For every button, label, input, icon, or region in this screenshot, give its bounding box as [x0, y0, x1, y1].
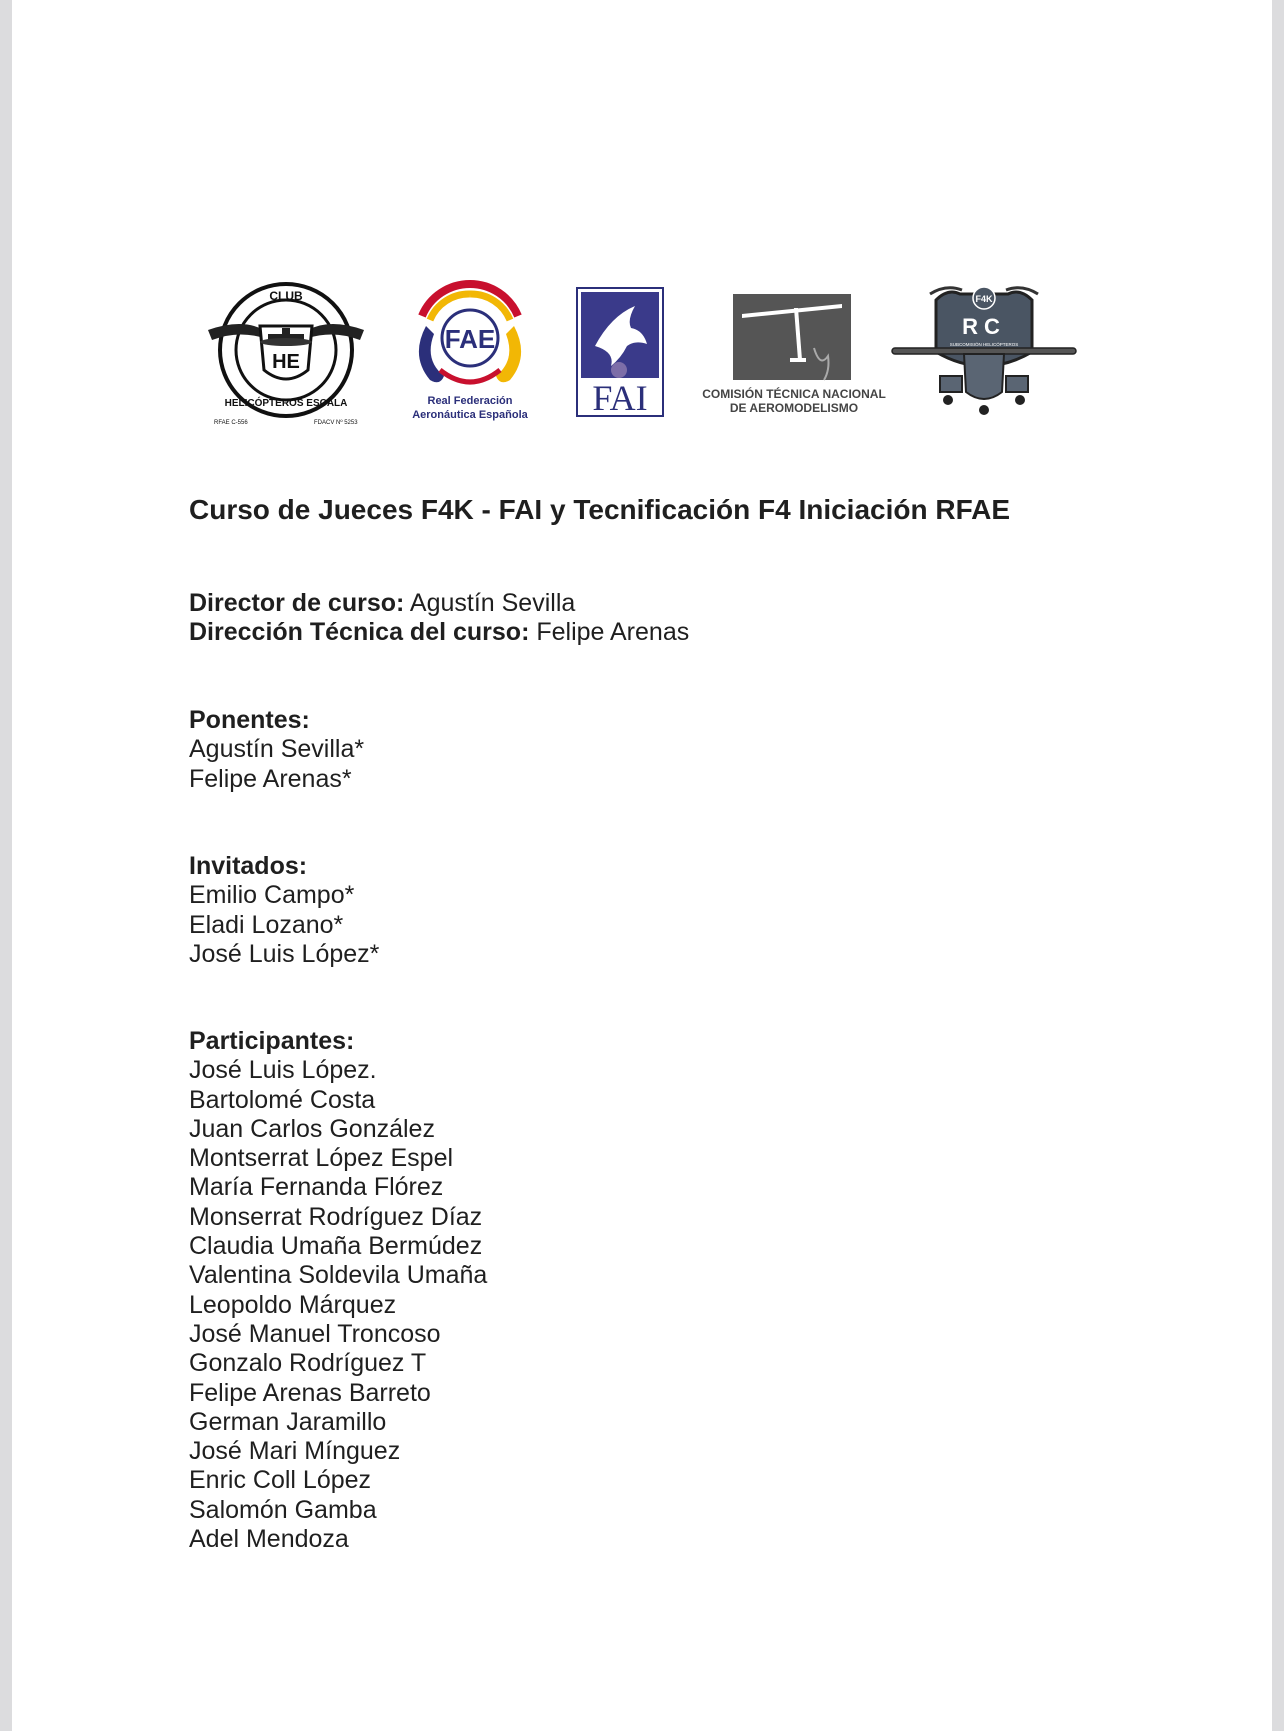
ctna-line2: DE AEROMODELISMO [729, 401, 859, 415]
technical-direction-label: Dirección Técnica del curso: [189, 618, 530, 647]
document-title: Curso de Jueces F4K - FAI y Tecnificación F4 Iniciación RFAE [189, 494, 1011, 525]
participante-item: Salomón Gamba [189, 1495, 377, 1524]
participante-item: María Fernanda Flórez [189, 1173, 444, 1202]
club-he-top-text: CLUB [269, 289, 303, 303]
ponente-item: Felipe Arenas* [189, 764, 352, 793]
participantes-heading: Participantes: [189, 1027, 355, 1055]
participante-item: José Manuel Troncoso [189, 1319, 441, 1348]
ponente-item: Agustín Sevilla* [189, 735, 365, 764]
rc-main-text: RC [962, 314, 1006, 339]
ponentes-heading: Ponentes: [189, 706, 310, 734]
director-line [189, 589, 689, 618]
rfae-line1: Real Federación [427, 395, 513, 407]
fai-logo [575, 286, 665, 418]
invitados-heading: Invitados: [189, 852, 308, 880]
ctna-line1: COMISIÓN TÉCNICA NACIONAL [702, 387, 886, 401]
participante-item: Bartolomé Costa [189, 1085, 376, 1114]
invitado-item: José Luis López* [189, 939, 380, 968]
f4k-rc-logo [890, 280, 1078, 418]
participante-item: Enric Coll López [189, 1466, 372, 1495]
rfae-line2: Aeronáutica Española [412, 409, 528, 421]
ctna-logo [702, 290, 887, 418]
direction-block [189, 589, 689, 648]
logos-row [182, 270, 1082, 430]
technical-direction-line [189, 618, 689, 647]
participante-item: José Mari Mínguez [189, 1437, 401, 1466]
participante-item: Monserrat Rodríguez Díaz [189, 1202, 483, 1231]
rfae-logo [400, 276, 540, 426]
participante-item: Montserrat López Espel [189, 1144, 454, 1173]
director-label: Director de curso: [189, 589, 405, 617]
ponentes-section [189, 706, 364, 794]
invitado-item: Eladi Lozano* [189, 910, 344, 939]
club-he-left-small: RFAE C-556 [214, 420, 248, 426]
club-he-right-small: FDACV Nº 5253 [314, 420, 358, 426]
club-helicopteros-escala-logo [202, 278, 370, 426]
technical-direction-value: Felipe Arenas [529, 618, 690, 647]
participante-item: German Jaramillo [189, 1407, 387, 1436]
f4k-badge-text: F4K [975, 294, 993, 304]
participante-item: Valentina Soldevila Umaña [189, 1261, 488, 1290]
director-value: Agustín Sevilla [404, 589, 576, 617]
rfae-emblem-text: FAE [444, 324, 496, 354]
club-he-center-text: HE [272, 351, 300, 373]
participante-item: Juan Carlos González [189, 1114, 435, 1143]
invitado-item: Emilio Campo* [189, 881, 355, 910]
document-page [12, 0, 1272, 1731]
f4k-sub-text: SUBCOMISIÓN HELICÓPTEROS [949, 342, 1019, 347]
club-he-bottom-text: HELICÓPTEROS ESCALA [224, 398, 348, 409]
participante-item: Adel Mendoza [189, 1525, 349, 1554]
fai-text: FAI [592, 378, 648, 418]
participante-item: Gonzalo Rodríguez T [189, 1349, 427, 1378]
participante-item: José Luis López. [189, 1056, 377, 1085]
participantes-section [189, 1027, 487, 1554]
participante-item: Claudia Umaña Bermúdez [189, 1232, 483, 1261]
participante-item: Felipe Arenas Barreto [189, 1378, 431, 1407]
participante-item: Leopoldo Márquez [189, 1290, 397, 1319]
invitados-section [189, 852, 379, 969]
